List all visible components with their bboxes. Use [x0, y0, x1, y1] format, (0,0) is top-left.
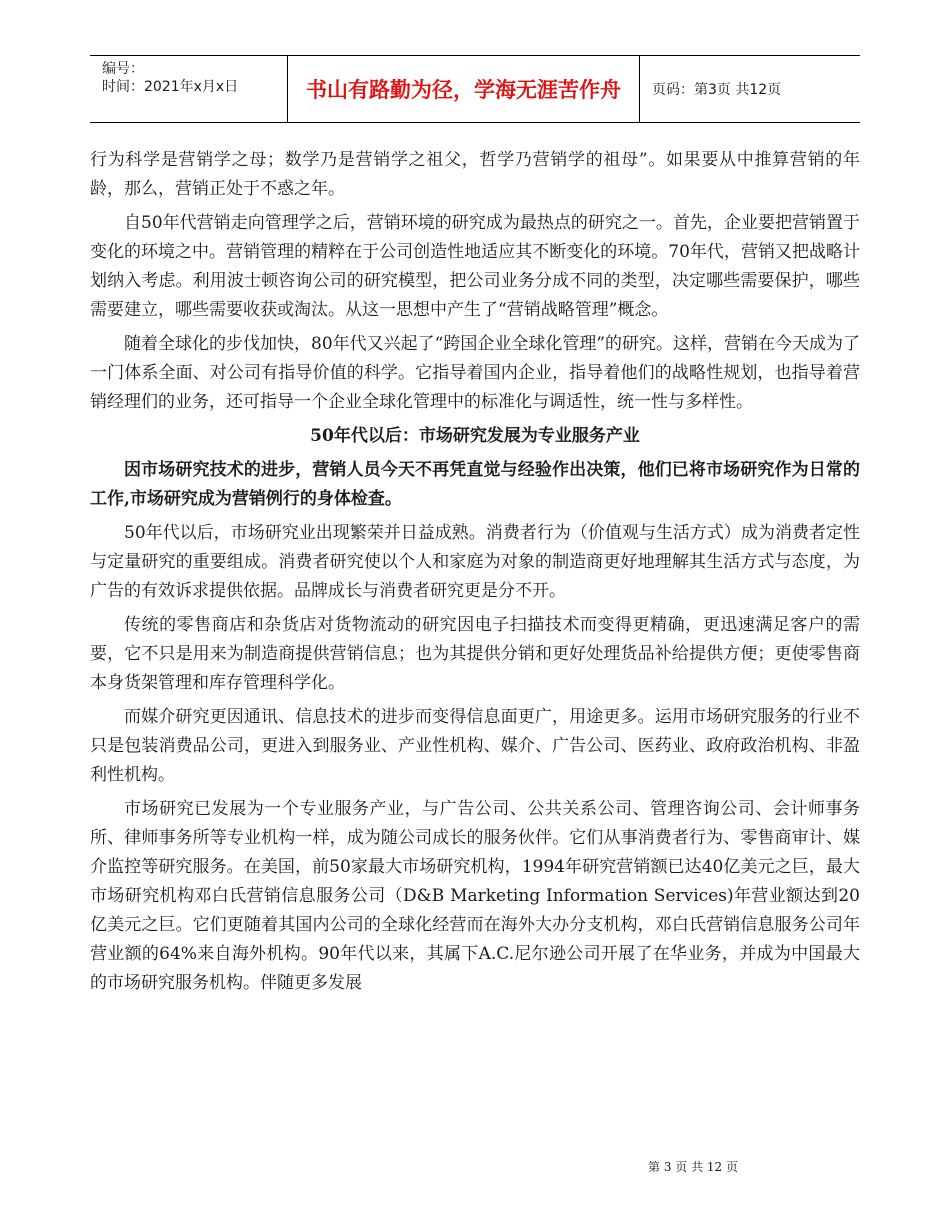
header-motto: 书山有路勤为径，学海无涯苦作舟: [288, 56, 640, 122]
paragraph: 50年代以后，市场研究业出现繁荣并日益成熟。消费者行为（价值观与生活方式）成为消费者定性与定量研究的重要组成。消费者研究使以个人和家庭为对象的制造商更好地理解其生活方式与态度，为广告的有效诉求提供依据。品牌成长与消费者研究更是分不开。: [90, 523, 860, 601]
time-label: 时间：2021年x月x日: [102, 79, 239, 95]
header-page-info: 页码：第3页 共12页: [652, 82, 782, 98]
number-label: 编号：: [102, 61, 144, 77]
paragraph: 市场研究已发展为一个专业服务产业，与广告公司、公共关系公司、管理咨询公司、会计师事务所、律师事务所等专业机构一样，成为随公司成长的服务伙伴。它们从事消费者行为、零售商审计、媒介监控等研究服务。在美国，前50家最大市场研究机构，1994年研究营销额已达40亿美元之巨，最大市场研究机构邓白氏营销信息服务公司（D&B Marketing Information Services)年营业额达到20亿美元之巨。它们更随着其国内公司的全球化经营而在海外大办分支机构，邓白氏营销信息服务公司年营业额的64%来自海外机构。90年代以来，其属下A.C.尼尔逊公司开展了在华业务，并成为中国最大的市场研究服务机构。伴随更多发展: [90, 799, 860, 993]
document-body: [90, 146, 860, 1003]
bold-intro: 因市场研究技术的进步，营销人员今天不再凭直觉与经验作出决策，他们已将市场研究作为日常的工作,市场研究成为营销例行的身体检查。: [90, 460, 860, 509]
header-meta: [90, 56, 288, 122]
page-header: [90, 55, 860, 123]
paragraph: 随着全球化的步伐加快，80年代又兴起了“跨国企业全球化管理”的研究。这样，营销在今天成为了一门体系全面、对公司有指导价值的科学。它指导着国内企业，指导着他们的战略性规划，也指导着营销经理们的业务，还可指导一个企业全球化管理中的标准化与调适性，统一性与多样性。: [90, 334, 861, 412]
paragraph: 而媒介研究更因通讯、信息技术的进步而变得信息面更广，用途更多。运用市场研究服务的行业不只是包装消费品公司，更进入到服务业、产业性机构、媒介、广告公司、医药业、政府政治机构、非盈利性机构。: [90, 707, 860, 785]
paragraph: 自50年代营销走向管理学之后，营销环境的研究成为最热点的研究之一。首先，企业要把营销置于变化的环境之中。营销管理的精粹在于公司创造性地适应其不断变化的环境。70年代，营销又把战略计划纳入考虑。利用波士顿咨询公司的研究模型，把公司业务分成不同的类型，决定哪些需要保护，哪些需要建立，哪些需要收获或淘汰。从这一思想中产生了“营销战略管理”概念。: [90, 213, 860, 320]
paragraph: 传统的零售商店和杂货店对货物流动的研究因电子扫描技术而变得更精确，更迅速满足客户的需要，它不只是用来为制造商提供营销信息；也为其提供分销和更好处理货品补给提供方便；更使零售商本身货架管理和库存管理科学化。: [90, 615, 860, 693]
section-heading: 50年代以后：市场研究发展为专业服务产业: [310, 426, 640, 446]
page-footer: 第 3 页 共 12 页: [648, 1160, 738, 1174]
paragraph: 行为科学是营销学之母；数学乃是营销学之祖父，哲学乃营销学的祖母”。如果要从中推算营销的年龄，那么，营销正处于不惑之年。: [90, 150, 860, 199]
